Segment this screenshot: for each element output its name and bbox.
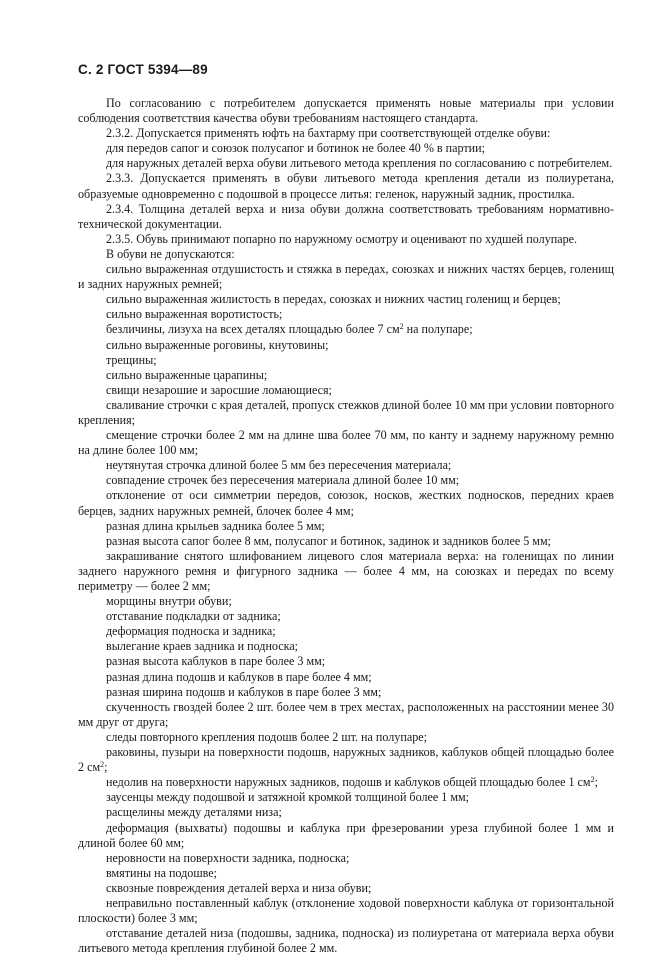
paragraph: [78, 519, 614, 534]
paragraph-tail: ;: [594, 775, 598, 790]
paragraph-text: закрашивание снятого шлифованием лицевого слоя материала верха: на голенищах по линии заднего наружного ремня и фигурного задника — более 4 мм, на союзках и передах по всему периметру — более 2 мм;: [78, 548, 614, 593]
paragraph: [78, 338, 614, 353]
paragraph: [78, 428, 614, 458]
paragraph-text: скученность гвоздей более 2 шт. более чем в трех местах, расположенных на расстоянии менее 30 мм друг от друга;: [78, 699, 614, 729]
paragraph-text: расщелины между деталями низа;: [106, 805, 282, 820]
paragraph: [78, 126, 614, 141]
paragraph-text: сильно выраженные роговины, кнутовины;: [106, 337, 329, 352]
paragraph-text: По согласованию с потребителем допускается применять новые материалы при условии соблюдения соответствия качества обуви требованиям настоящего стандарта.: [78, 96, 614, 126]
paragraph: [78, 368, 614, 383]
paragraph-text: сильно выраженная жилистость в передах, союзках и нижних частиц голенищ и берцев;: [106, 292, 561, 307]
paragraph: [78, 307, 614, 322]
paragraph: [78, 851, 614, 866]
paragraph-text: неутянутая строчка длиной более 5 мм без пересечения материала;: [106, 458, 452, 473]
paragraph: [78, 156, 614, 171]
paragraph-tail: ;: [104, 760, 108, 775]
paragraph-text: 2.3.4. Толщина деталей верха и низа обуви должна соответствовать требованиям нормативно-технической документации.: [78, 201, 614, 231]
paragraph: [78, 262, 614, 292]
paragraph: [78, 594, 614, 609]
paragraph-text: следы повторного крепления подошв более 2 шт. на полупаре;: [106, 729, 427, 744]
paragraph-text: сильно выраженные царапины;: [106, 367, 268, 382]
paragraph-text: разная ширина подошв и каблуков в паре более 3 мм;: [106, 684, 382, 699]
paragraph-text: недолив на поверхности наружных задников, подошв и каблуков общей площадью более 1 см: [106, 775, 591, 790]
paragraph: [78, 866, 614, 881]
paragraph: [78, 534, 614, 549]
paragraph: [78, 322, 614, 337]
paragraph-text: сильно выраженная отдушистость и стяжка в передах, союзках и нижних частях берцев, голенищ и задних наружных ремней;: [78, 262, 614, 292]
paragraph-text: неровности на поверхности задника, подноска;: [106, 850, 350, 865]
paragraph-text: сваливание строчки с края деталей, пропуск стежков длиной более 10 мм при условии повторного крепления;: [78, 397, 614, 427]
paragraph: [78, 353, 614, 368]
paragraph: [78, 805, 614, 820]
paragraph: [78, 670, 614, 685]
paragraph: [78, 292, 614, 307]
paragraph-text: свищи незарошие и заросшие ломающиеся;: [106, 382, 332, 397]
paragraph-text: деформация (выхваты) подошвы и каблука при фрезеровании уреза глубиной более 1 мм и длиной более 60 мм;: [78, 820, 614, 850]
paragraph-text: разная высота сапог более 8 мм, полусапог и ботинок, задинок и задников более 5 мм;: [106, 533, 551, 548]
superscript: 2: [590, 775, 595, 785]
paragraph: [78, 383, 614, 398]
paragraph: [78, 202, 614, 232]
paragraph-text: В обуви не допускаются:: [106, 246, 235, 261]
paragraph-text: заусенцы между подошвой и затяжной кромкой толщиной более 1 мм;: [106, 790, 470, 805]
paragraph: [78, 881, 614, 896]
paragraph: [78, 488, 614, 518]
paragraph-text: морщины внутри обуви;: [106, 594, 232, 609]
document-body: [78, 96, 614, 956]
superscript: 2: [399, 322, 404, 332]
paragraph-text: раковины, пузыри на поверхности подошв, наружных задников, каблуков общей площадью более 2 см: [78, 745, 614, 775]
paragraph-text: вмятины на подошве;: [106, 865, 218, 880]
paragraph: [78, 896, 614, 926]
paragraph: [78, 790, 614, 805]
paragraph: [78, 398, 614, 428]
paragraph: [78, 745, 614, 775]
paragraph: [78, 473, 614, 488]
paragraph: [78, 458, 614, 473]
paragraph: [78, 141, 614, 156]
paragraph: [78, 624, 614, 639]
superscript: 2: [100, 760, 105, 770]
paragraph: [78, 609, 614, 624]
paragraph: [78, 171, 614, 201]
paragraph-text: деформация подноска и задника;: [106, 624, 276, 639]
paragraph-text: вылегание краев задника и подноска;: [106, 639, 299, 654]
paragraph-text: безличины, лизуха на всех деталях площадью более 7 см: [106, 322, 400, 337]
paragraph: [78, 96, 614, 126]
paragraph-text: разная длина крыльев задника более 5 мм;: [106, 518, 325, 533]
paragraph-text: отставание подкладки от задника;: [106, 609, 281, 624]
paragraph: [78, 926, 614, 956]
paragraph-text: разная длина подошв и каблуков в паре более 4 мм;: [106, 669, 372, 684]
paragraph-text: 2.3.2. Допускается применять юфть на бахтарму при соответствующей отделке обуви:: [106, 126, 551, 141]
paragraph: [78, 232, 614, 247]
paragraph-text: 2.3.3. Допускается применять в обуви литьевого метода крепления детали из полиуретана, образуемые одновременно с подошвой в процессе литья: геленок, наружный задник, простилка.: [78, 171, 614, 201]
paragraph: [78, 700, 614, 730]
paragraph: [78, 685, 614, 700]
paragraph-text: отклонение от оси симметрии передов, союзок, носков, жестких подносков, передних краев берцев, задних наружных ремней, блочек более 4 мм;: [78, 488, 614, 518]
paragraph-text: сквозные повреждения деталей верха и низа обуви;: [106, 880, 372, 895]
paragraph-text: для передов сапог и союзок полусапог и ботинок не более 40 % в партии;: [106, 141, 485, 156]
paragraph-text: 2.3.5. Обувь принимают попарно по наружному осмотру и оценивают по худшей полупаре.: [106, 231, 578, 246]
paragraph-text: для наружных деталей верха обуви литьевого метода крепления по согласованию с потребителем.: [106, 156, 613, 171]
paragraph-text: отставание деталей низа (подошвы, задника, подноска) из полиуретана от материала верха обуви литьевого метода крепления глубиной более 2 мм.: [78, 926, 614, 956]
paragraph-text: разная высота каблуков в паре более 3 мм;: [106, 654, 326, 669]
paragraph: [78, 730, 614, 745]
paragraph: [78, 821, 614, 851]
paragraph: [78, 654, 614, 669]
paragraph: [78, 549, 614, 594]
paragraph-text: сильно выраженная воротистость;: [106, 307, 283, 322]
page-header: С. 2 ГОСТ 5394—89: [78, 62, 208, 77]
paragraph-tail: на полупаре;: [403, 322, 473, 337]
paragraph-text: неправильно поставленный каблук (отклонение ходовой поверхности каблука от горизонтальной плоскости) более 3 мм;: [78, 895, 614, 926]
paragraph-text: совпадение строчек без пересечения материала длиной более 10 мм;: [106, 473, 460, 488]
paragraph-text: трещины;: [106, 352, 157, 367]
paragraph-text: смещение строчки более 2 мм на длине шва более 70 мм, по канту и заднему наружному ремню на длине более 100 мм;: [78, 428, 614, 458]
paragraph: [78, 775, 614, 790]
paragraph: [78, 639, 614, 654]
paragraph: [78, 247, 614, 262]
